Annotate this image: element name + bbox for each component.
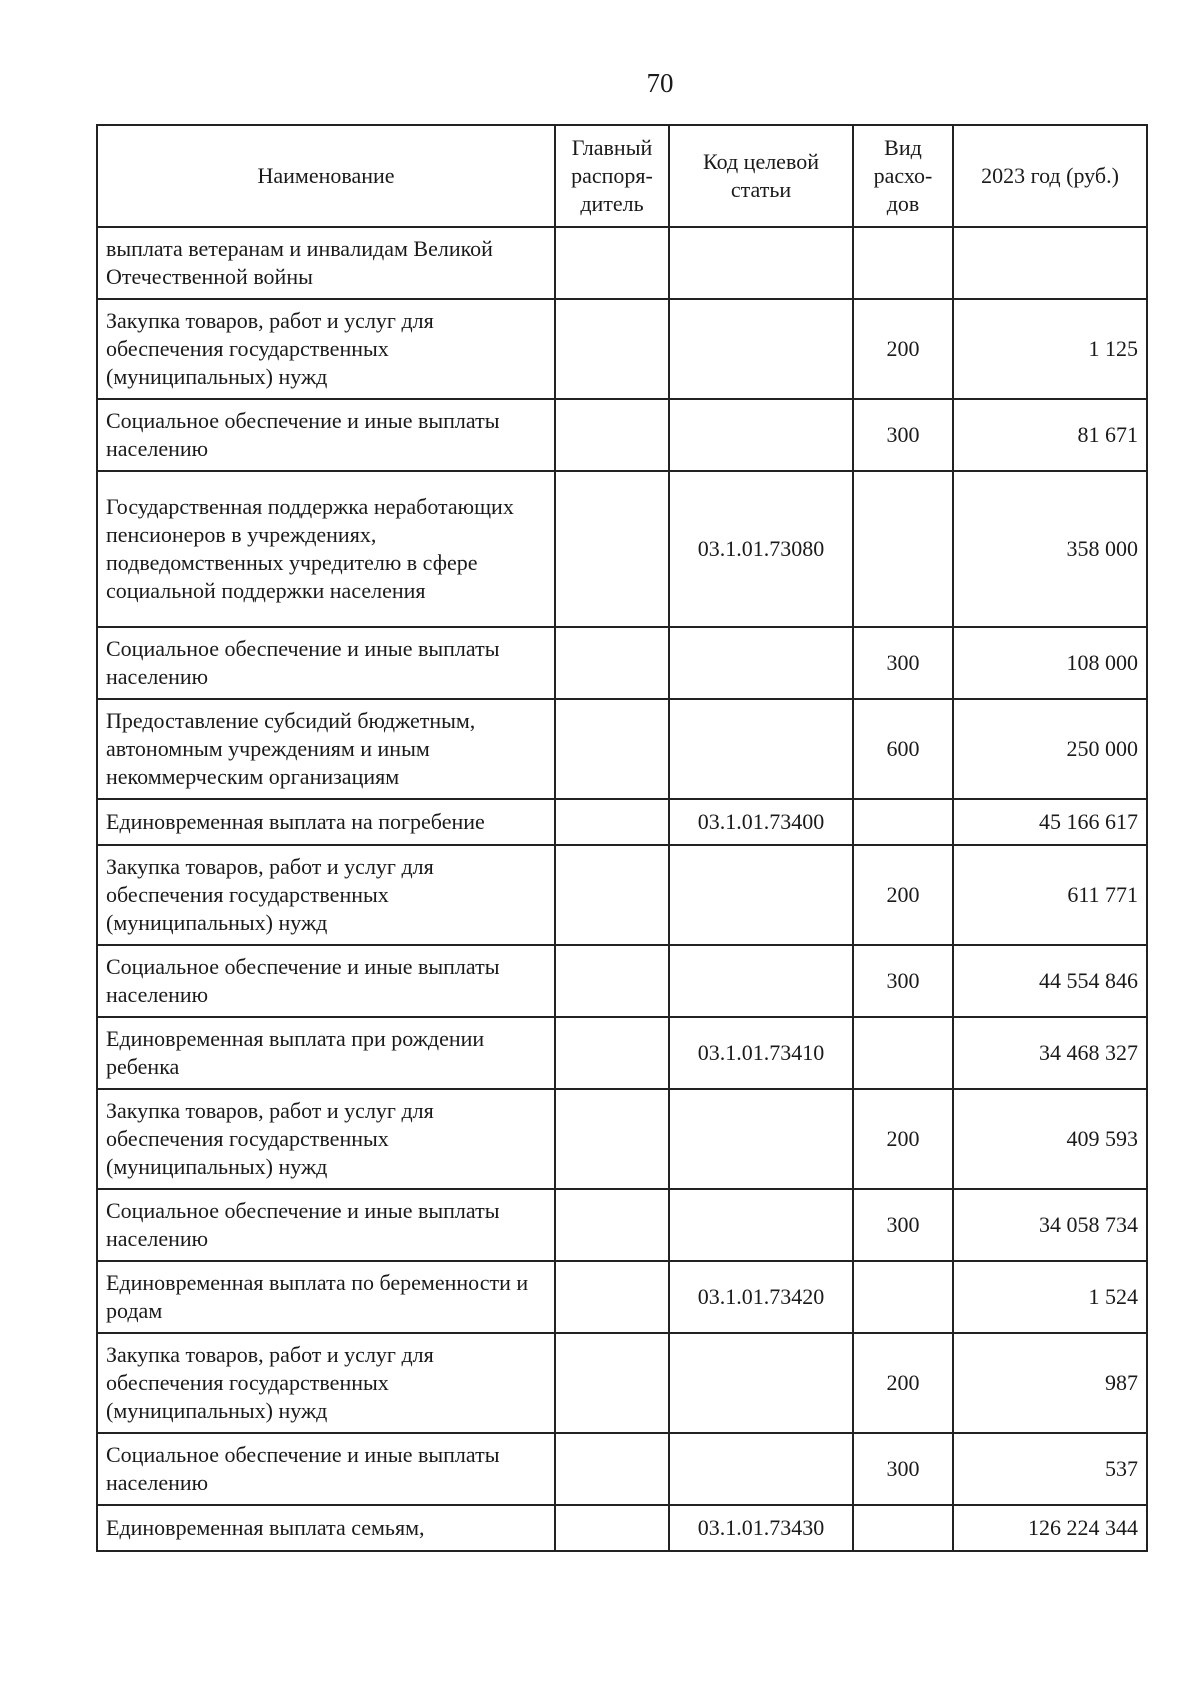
cell-grbs — [555, 1505, 669, 1551]
cell-grbs — [555, 227, 669, 299]
cell-type: 300 — [853, 945, 953, 1017]
header-amount: 2023 год (руб.) — [953, 125, 1147, 227]
cell-amount: 34 058 734 — [953, 1189, 1147, 1261]
cell-grbs — [555, 1333, 669, 1433]
cell-code — [669, 1333, 853, 1433]
table-row — [97, 471, 1147, 627]
table-row — [97, 1505, 1147, 1551]
cell-type — [853, 799, 953, 845]
cell-name: Закупка товаров, работ и услуг для обеспечения государственных (муниципальных) нужд — [97, 845, 555, 945]
cell-type: 200 — [853, 1089, 953, 1189]
cell-type: 200 — [853, 845, 953, 945]
cell-type — [853, 1505, 953, 1551]
cell-type: 200 — [853, 1333, 953, 1433]
cell-code — [669, 1189, 853, 1261]
cell-amount: 537 — [953, 1433, 1147, 1505]
cell-code: 03.1.01.73420 — [669, 1261, 853, 1333]
cell-type: 300 — [853, 399, 953, 471]
cell-name: Государственная поддержка неработающих пенсионеров в учреждениях, подведомственных учредителю в сфере социальной поддержки населения — [97, 471, 555, 627]
cell-code — [669, 1433, 853, 1505]
cell-amount: 126 224 344 — [953, 1505, 1147, 1551]
cell-code — [669, 699, 853, 799]
cell-amount — [953, 227, 1147, 299]
table-row — [97, 799, 1147, 845]
cell-name: Социальное обеспечение и иные выплаты населению — [97, 1189, 555, 1261]
cell-grbs — [555, 1189, 669, 1261]
cell-amount: 45 166 617 — [953, 799, 1147, 845]
cell-amount: 409 593 — [953, 1089, 1147, 1189]
cell-name: Закупка товаров, работ и услуг для обеспечения государственных (муниципальных) нужд — [97, 1333, 555, 1433]
cell-code: 03.1.01.73410 — [669, 1017, 853, 1089]
cell-name: Социальное обеспечение и иные выплаты населению — [97, 1433, 555, 1505]
cell-code: 03.1.01.73080 — [669, 471, 853, 627]
table-row — [97, 845, 1147, 945]
cell-amount: 108 000 — [953, 627, 1147, 699]
cell-code — [669, 399, 853, 471]
cell-grbs — [555, 1089, 669, 1189]
cell-grbs — [555, 799, 669, 845]
cell-amount: 987 — [953, 1333, 1147, 1433]
table-row — [97, 1017, 1147, 1089]
cell-grbs — [555, 1433, 669, 1505]
table-row — [97, 1189, 1147, 1261]
budget-table — [96, 124, 1148, 1552]
table-row — [97, 1089, 1147, 1189]
page-number: 70 — [646, 68, 674, 98]
cell-grbs — [555, 1017, 669, 1089]
cell-code — [669, 627, 853, 699]
cell-name: выплата ветеранам и инвалидам Великой Отечественной войны — [97, 227, 555, 299]
cell-name: Закупка товаров, работ и услуг для обеспечения государственных (муниципальных) нужд — [97, 299, 555, 399]
cell-name: Единовременная выплата на погребение — [97, 799, 555, 845]
cell-type: 300 — [853, 1433, 953, 1505]
cell-amount: 81 671 — [953, 399, 1147, 471]
cell-name: Закупка товаров, работ и услуг для обеспечения государственных (муниципальных) нужд — [97, 1089, 555, 1189]
cell-type — [853, 471, 953, 627]
cell-code: 03.1.01.73400 — [669, 799, 853, 845]
table-row — [97, 299, 1147, 399]
cell-grbs — [555, 699, 669, 799]
table-row — [97, 945, 1147, 1017]
header-code: Код целевой статьи — [669, 125, 853, 227]
cell-amount: 34 468 327 — [953, 1017, 1147, 1089]
cell-amount: 1 125 — [953, 299, 1147, 399]
cell-type — [853, 1261, 953, 1333]
cell-type: 300 — [853, 627, 953, 699]
table-row — [97, 699, 1147, 799]
table-row — [97, 399, 1147, 471]
cell-code — [669, 1089, 853, 1189]
cell-name: Социальное обеспечение и иные выплаты населению — [97, 627, 555, 699]
cell-code — [669, 227, 853, 299]
cell-code — [669, 845, 853, 945]
cell-name: Социальное обеспечение и иные выплаты населению — [97, 945, 555, 1017]
cell-code: 03.1.01.73430 — [669, 1505, 853, 1551]
cell-grbs — [555, 627, 669, 699]
cell-type — [853, 1017, 953, 1089]
header-name: Наименование — [97, 125, 555, 227]
cell-amount: 250 000 — [953, 699, 1147, 799]
cell-amount: 44 554 846 — [953, 945, 1147, 1017]
cell-type: 300 — [853, 1189, 953, 1261]
table-row — [97, 1433, 1147, 1505]
cell-name: Социальное обеспечение и иные выплаты населению — [97, 399, 555, 471]
cell-grbs — [555, 945, 669, 1017]
cell-type — [853, 227, 953, 299]
cell-type: 600 — [853, 699, 953, 799]
cell-name: Единовременная выплата семьям, — [97, 1505, 555, 1551]
cell-name: Единовременная выплата по беременности и родам — [97, 1261, 555, 1333]
cell-code — [669, 945, 853, 1017]
cell-amount: 358 000 — [953, 471, 1147, 627]
cell-code — [669, 299, 853, 399]
cell-grbs — [555, 299, 669, 399]
cell-amount: 611 771 — [953, 845, 1147, 945]
table-row — [97, 1333, 1147, 1433]
cell-grbs — [555, 399, 669, 471]
table-body — [97, 227, 1147, 1551]
table-row — [97, 627, 1147, 699]
table-row — [97, 1261, 1147, 1333]
cell-grbs — [555, 845, 669, 945]
table-header-row — [97, 125, 1147, 227]
header-type: Вид расхо-дов — [853, 125, 953, 227]
header-grbs: Главный распоря-дитель — [555, 125, 669, 227]
cell-amount: 1 524 — [953, 1261, 1147, 1333]
table-row — [97, 227, 1147, 299]
cell-name: Единовременная выплата при рождении ребенка — [97, 1017, 555, 1089]
cell-type: 200 — [853, 299, 953, 399]
cell-grbs — [555, 471, 669, 627]
cell-grbs — [555, 1261, 669, 1333]
cell-name: Предоставление субсидий бюджетным, автономным учреждениям и иным некоммерческим организациям — [97, 699, 555, 799]
